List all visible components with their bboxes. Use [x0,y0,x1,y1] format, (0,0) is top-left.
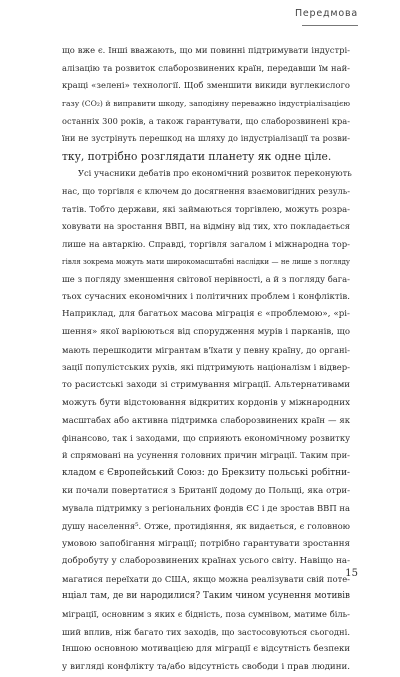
text-line: тку, потрібно розглядати планету як одне ціле. [62,149,332,163]
text-line: татів. Тобто держави, які займаються торгівлею, можуть розра- [62,203,350,214]
header-rule [302,25,358,26]
text-line: ховувати на зростання ВВП, на відміну від тих, хто покладається [62,221,350,232]
text-line: нціал там, де ви народилися? Таким чином усунення мотивів [62,591,350,602]
text-line: добробуту у слаборозвинених країнах усього світу. Навіщо на- [62,556,350,567]
text-line: то расистські заходи зі стримування міграції. Альтернативами [62,379,350,390]
text-line: можуть бути відстоювання відкритих кордонів у міжнародних [62,397,350,408]
text-line: мувала підтримку з регіональних фондів ЄС і де зростав ВВП на [62,503,350,514]
text-line: ше з погляду зменшення світової нерівності, а й з погляду бага- [62,274,350,285]
text-line: масштабах або активна підтримка слаборозвинених країн — як [62,415,350,426]
text-line: лише на автаркію. Справді, торгівля загалом і міжнародна тор- [62,238,350,249]
text-line: газу (СО₂) й виправити шкоду, заподіяну переважно індустріалізацією [62,98,350,108]
text-line: що вже є. Інші вважають, що ми повинні підтримувати індустрі- [62,45,350,55]
text-line: Іншою основною мотивацією для міграції є відсутність безпеки [62,644,350,655]
page-number: 15 [345,568,358,579]
text-line: й спрямовані на усунення головних причин міграції. Таким при- [62,450,350,461]
text-line: алізацію та розвиток слаборозвинених країн, передавши їм най- [62,62,350,73]
text-line: міграції, основним з яких є бідність, поза сумнівом, матиме біль- [62,609,350,619]
text-line: магатися переїхати до США, якщо можна реалізувати свій поте- [62,573,350,584]
text-line: у вигляді конфлікту та/або відсутність свободи і прав людини. [62,661,350,672]
text-line: кращі «зелені» технології. Щоб зменшити викиди вуглекислого [62,80,350,91]
text-line: шення» якої варіюються від спорудження мурів і парканів, що [62,327,350,337]
text-line: їни не зустрінуть перешкод на шляху до індустріалізації та розви- [62,133,350,144]
text-line: Наприклад, для багатьох масова міграція є «проблемою», «рі- [62,309,350,320]
text-line: мають перешкодити мігрантам в'їхати у певну країну, до органі- [62,344,350,355]
body-text [62,42,350,677]
text-line: ший вплив, ніж багато тих заходів, що застосовуються сьогодні. [62,626,350,637]
text-line: Усі учасники дебатів про економічний розвиток переконують [78,168,352,179]
text-line: умовою запобігання міграції; потрібно гарантувати зростання [62,538,350,549]
text-line: фінансово, так і заходами, що сприяють економічному розвитку [62,432,350,443]
running-head: Передмова [294,8,358,19]
text-line: останніх 300 років, а також гарантувати, що слаборозвинені кра- [62,115,350,126]
text-line: зації популістських рухів, які підтримують націоналізм і відвер- [62,362,350,373]
text-line: ки почали повертатися з Британії додому до Польщі, яка отри- [62,485,350,496]
text-line: кладом є Європейський Союз: до Брекзиту польські робітни- [62,468,350,478]
text-line: душу населення⁵. Отже, протидіяння, як видається, є головною [62,520,350,531]
text-line: нас, що торгівля є ключем до досягнення взаємовигідних резуль- [62,186,350,196]
text-line: тьох сучасних економічних і політичних проблем і конфліктів. [62,291,350,302]
text-line: гівля зокрема можуть мати широкомасштабні наслідки — не лише з погляду [62,257,350,266]
